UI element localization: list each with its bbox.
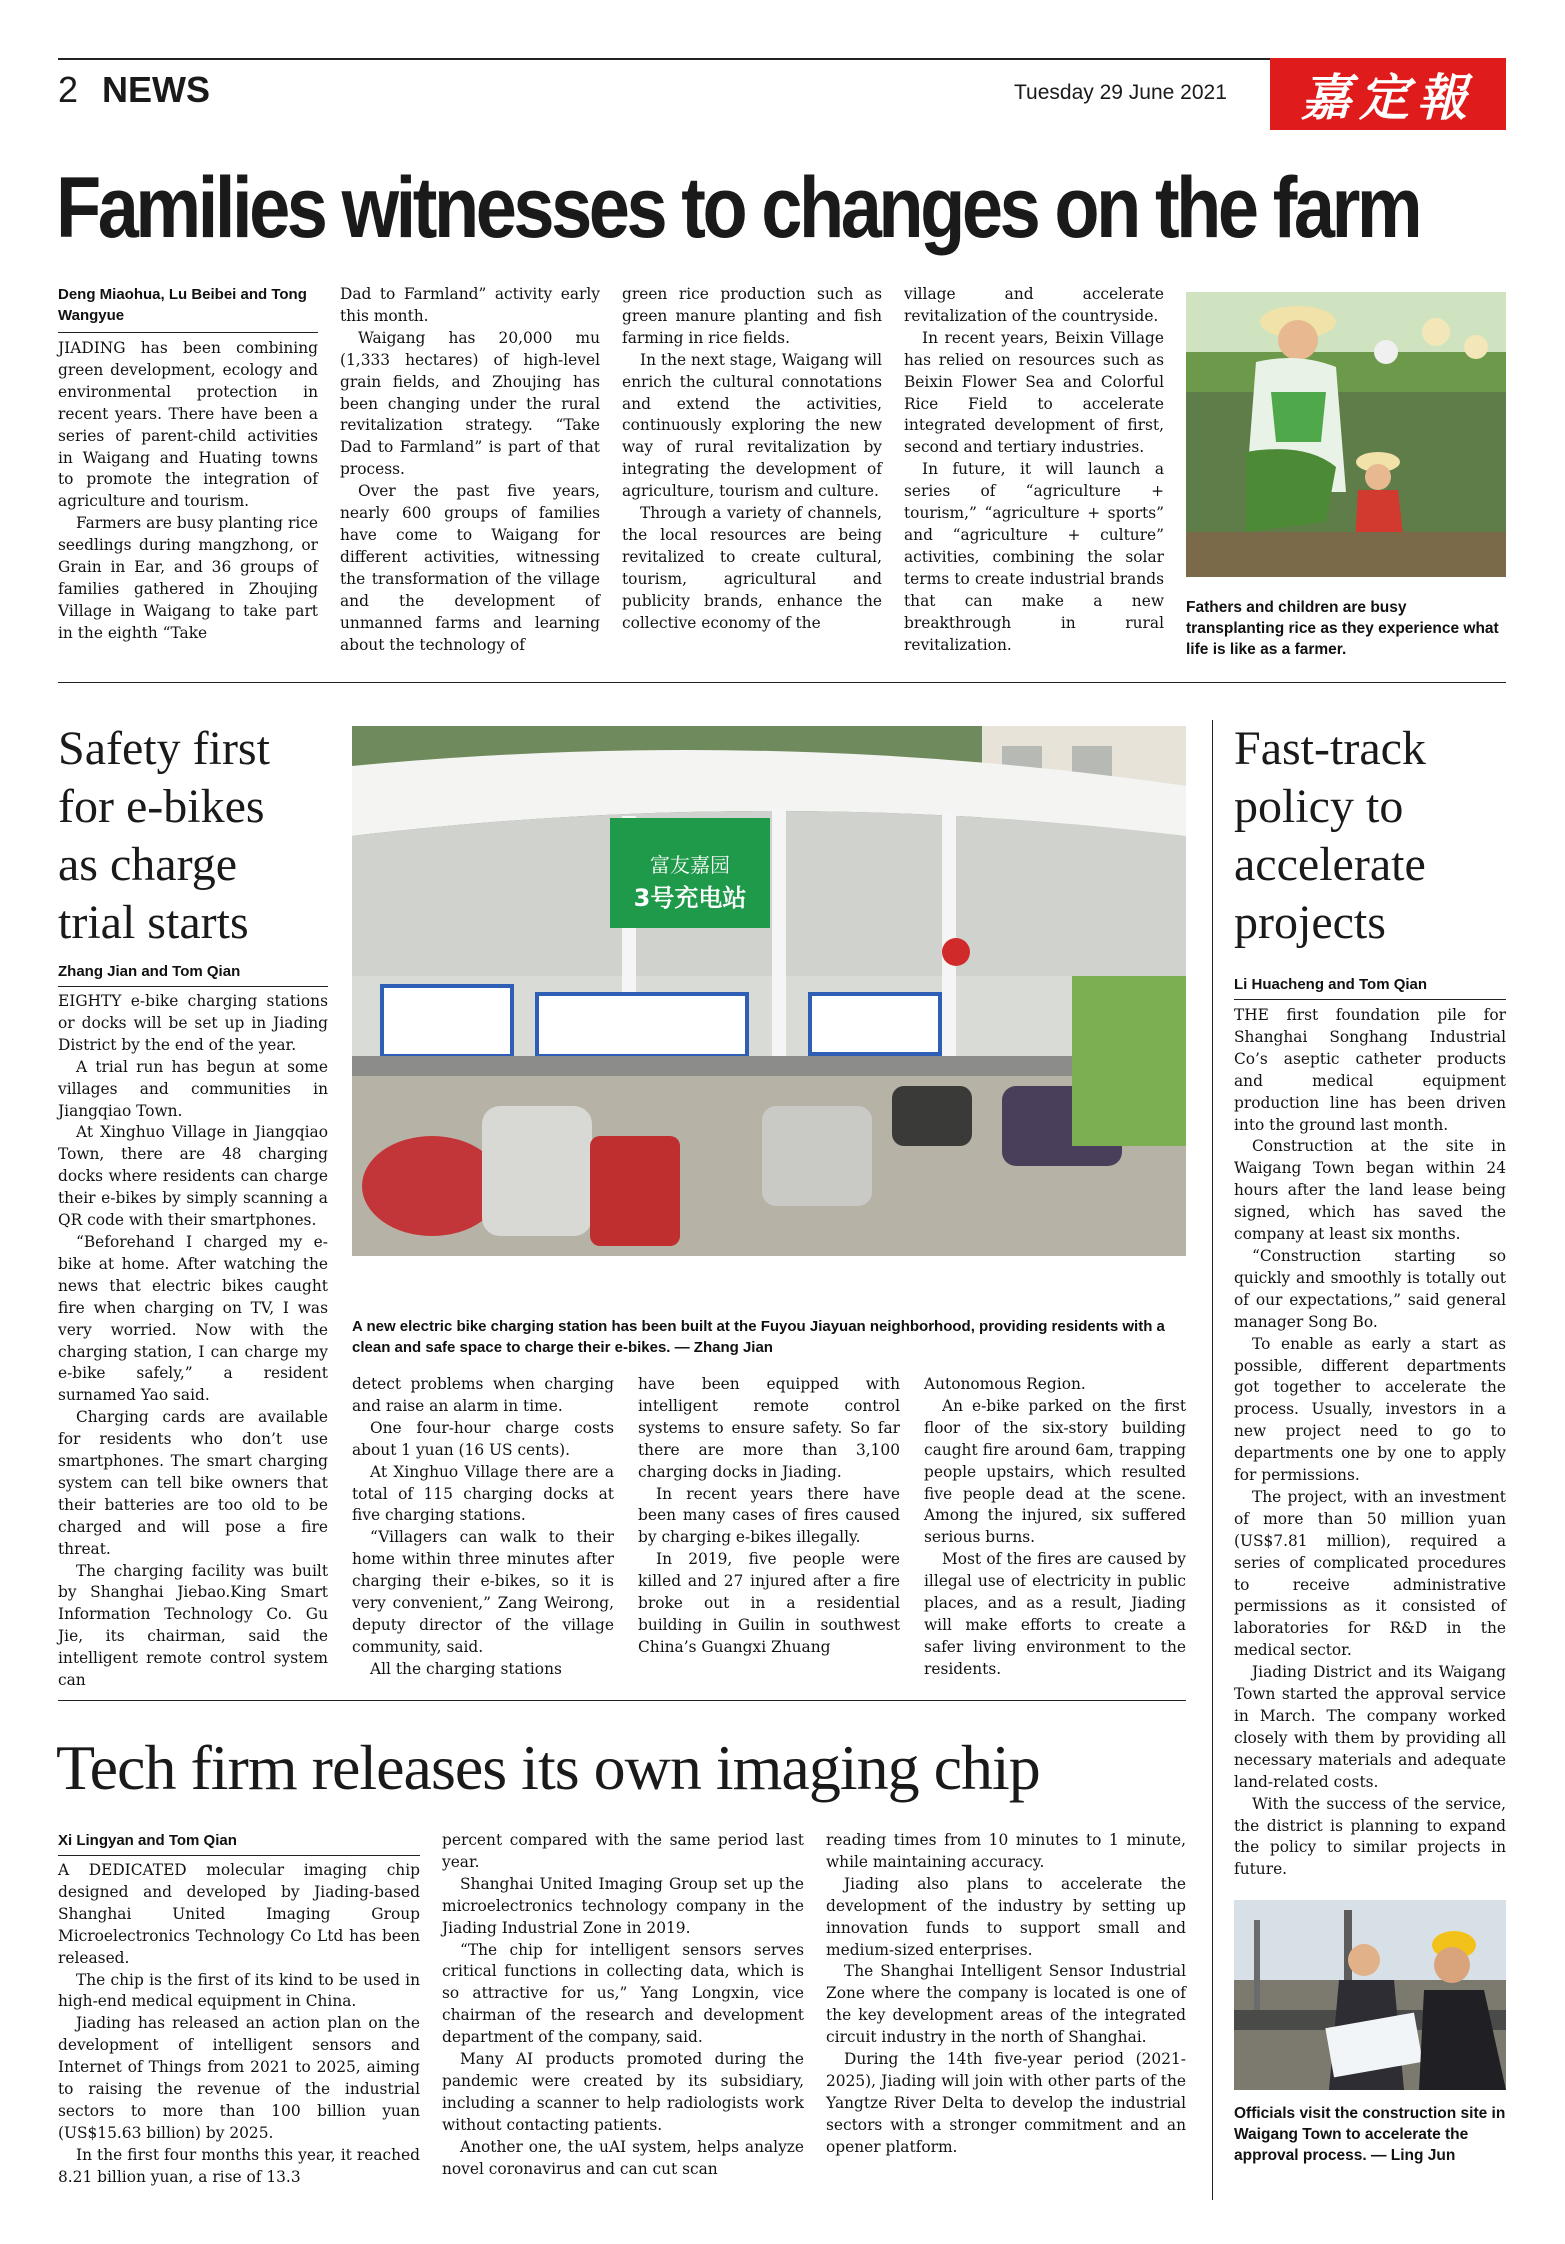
paragraph: have been equipped with intelligent remote control systems to ensure safety. So far there are more than 3,100 charging docks in Jiading. [638,1375,900,1481]
paragraph: The charging facility was built by Shanghai Jiebao.King Smart Information Technology Co. Gu Jie, its chairman, said the intelligent remote control system can [58,1561,328,1690]
construction-site-caption: Officials visit the construction site in Waigang Town to accelerate the approval process. — Ling Jun [1234,2105,1506,2164]
story1-column-1 [58,338,318,645]
headline-line: projects [1234,896,1386,949]
story1-byline: Deng Miaohua, Lu Beibei and Tong Wangyue [58,286,307,324]
farm-photo [1186,292,1506,577]
story1-headline: Families witnesses to changes on the farm [56,160,1420,256]
paragraph: Over the past five years, nearly 600 groups of families have come to Waigang for different activities, witnessing the transformation of the village and the development of unmanned farms and learning about the technology of [340,482,600,654]
paragraph: In future, it will launch a series of “agriculture + tourism,” “agriculture + sports” and “agriculture + culture” activities, combining the solar terms to create industrial brands that can make a new breakthrough in rural revitalization. [904,460,1164,654]
paragraph: At Xinghuo Village in Jiangqiao Town, there are 48 charging docks where residents can charge their e-bikes by simply scanning a QR code with their smartphones. [58,1123,328,1230]
paragraph: Jiading has released an action plan on the development of intelligent sensors and Internet of Things from 2021 to 2025, aiming to raising the revenue of the industrial sectors to more than 100 billion yuan (US$15.63 billion) by 2025. [58,2014,420,2142]
story4-headline: Tech firm releases its own imaging chip [56,1732,1040,1803]
paragraph: All the charging stations [370,1659,562,1678]
paragraph: Jiading also plans to accelerate the development of the industry by setting up innovation funds to support small and medium-sized enterprises. [826,1874,1186,1959]
paragraph: percent compared with the same period last year. [442,1831,804,1871]
issue-date: Tuesday 29 June 2021 [1014,81,1227,104]
paragraph: THE first foundation pile for Shanghai Songhang Industrial Co’s aseptic catheter products and medical equipment production line has been driven into the ground last month. [1234,1006,1506,1134]
paragraph: Autonomous Region. [924,1375,1086,1393]
paragraph: A trial run has begun at some villages and communities in Jiangqiao Town. [58,1057,328,1120]
paragraph: detect problems when charging and raise an alarm in time. [352,1375,614,1415]
paragraph: Dad to Farmland” activity early this month. [340,285,600,325]
paragraph: In the first four months this year, it reached 8.21 billion yuan, a rise of 13.3 [58,2145,420,2186]
paragraph: “Villagers can walk to their home within three minutes after charging their e-bikes, so it is very convenient,” Zang Weirong, deputy director of the village community, said. [352,1528,614,1656]
paragraph: Charging cards are available for residents who don’t use smartphones. The smart charging system can tell bike owners that their batteries are too old to be charged and will pose a fire threat. [58,1408,328,1558]
paragraph: In recent years, Beixin Village has relied on resources such as Beixin Flower Sea and Colorful Rice Field to accelerate integrated development of first, second and tertiary industries. [904,328,1164,457]
story2-byline-rule [58,986,328,987]
headline-line: for e-bikes [58,780,265,833]
paragraph: village and accelerate revitalization of the countryside. [904,285,1164,325]
construction-site-photo [1234,1900,1506,2090]
headline-line: Fast-track [1234,722,1426,775]
story2-column-3 [638,1374,900,1659]
story3-byline-rule [1234,999,1506,1000]
charging-station-caption: A new electric bike charging station has been built at the Fuyou Jiayuan neighborhood, providing residents with a clean and safe space to charge their e-bikes. — Zhang Jian [352,1318,1165,1356]
sign-text-line2: 3号充电站 [633,884,747,912]
headline-line: trial starts [58,896,249,949]
paragraph: In recent years there have been many cases of fires caused by charging e-bikes illegally. [638,1484,900,1547]
paragraph: Farmers are busy planting rice seedlings during mangzhong, or Grain in Ear, and 36 groups of families gathered in Zhoujing Village in Waigang to take part in the eighth “Take [58,514,318,642]
headline-line: Safety first [58,722,270,775]
story2-bottom-rule [58,1700,1186,1701]
story1-column-3 [622,284,882,635]
story3-column [1234,1005,1506,1881]
story2-byline: Zhang Jian and Tom Qian [58,963,241,980]
paragraph: The project, with an investment of more than 50 million yuan (US$7.81 million), required a series of complicated procedures to receive administrative permissions as it consisted of laboratories for R&D in the medical sector. [1234,1487,1506,1660]
paragraph: reading times from 10 minutes to 1 minute, while maintaining accuracy. [826,1831,1186,1871]
paragraph: With the success of the service, the district is planning to expand the policy to similar projects in future. [1234,1794,1506,1879]
story4-column-3 [826,1830,1186,2159]
right-column-divider [1212,720,1213,2200]
paragraph: The chip is the first of its kind to be used in high-end medical equipment in China. [58,1970,420,2011]
story2-column-2 [352,1374,614,1681]
paragraph: To enable as early a start as possible, different departments got together to accelerate the process. Usually, investors in a new project need to go to departments one by one to apply for permissions. [1234,1334,1506,1485]
paragraph: Waigang has 20,000 mu (1,333 hectares) of high-level grain fields, and Zhoujing has been changing under the rural revitalization strategy. “Take Dad to Farmland” is part of that process. [340,328,600,479]
paragraph: The Shanghai Intelligent Sensor Industrial Zone where the company is located is one of the key development areas of the integrated circuit industry in the north of Shanghai. [826,1962,1186,2047]
newspaper-logo [1270,58,1506,130]
paragraph: Most of the fires are caused by illegal use of electricity in public places, and as a result, Jiading will make efforts to create a safer living environment to the residents. [924,1550,1186,1678]
story4-byline: Xi Lingyan and Tom Qian [58,1832,237,1849]
story4-byline-rule [58,1855,420,1856]
section-label: NEWS [102,69,210,110]
logo-text: 嘉定報 [1301,70,1475,126]
paragraph: “Beforehand I charged my e-bike at home. After watching the news that electric bikes caught fire when charging on TV, I was very worried. Now with the charging station, I can charge my e-bike safely,” a resident surnamed Yao said. [58,1232,328,1405]
story2-column-1 [58,991,328,1692]
story3-byline: Li Huacheng and Tom Qian [1234,976,1428,993]
paragraph: “The chip for intelligent sensors serves critical functions in collecting data, which is so attractive for us,” Yang Longxin, vice chairman of the research and development department of the company, said. [442,1940,804,2047]
story1-byline-rule [58,332,318,333]
story2-column-4 [924,1374,1186,1681]
paragraph: In the next stage, Waigang will enrich the cultural connotations and extend the activities, continuously exploring the new way of rural revitalization by integrating the development of agriculture, tourism and culture. [622,350,882,501]
story2-headline [58,720,338,952]
paragraph: A DEDICATED molecular imaging chip designed and developed by Jiading-based Shanghai United Imaging Group Microelectronics Technology Co Ltd has been released. [58,1861,420,1967]
headline-line: as charge [58,838,238,891]
story1-column-2 [340,284,600,656]
story1-column-4 [904,284,1164,656]
paragraph: Construction at the site in Waigang Town began within 24 hours after the land lease being signed, which has saved the company at least six months. [1234,1137,1506,1244]
sign-text-line1: 富友嘉园 [650,853,730,877]
paragraph: One four-hour charge costs about 1 yuan (16 US cents). [352,1418,614,1459]
paragraph: Through a variety of channels, the local resources are being revitalized to create cultural, tourism, agricultural and publicity brands, enhance the collective economy of the [622,504,882,632]
paragraph: At Xinghuo Village there are a total of 115 charging docks at five charging stations. [352,1462,614,1525]
story1-bottom-rule [58,682,1506,683]
story3-headline [1234,720,1506,952]
page-number: 2 [58,69,79,110]
paragraph: An e-bike parked on the first floor of the six-story building caught fire around 6am, trapping people upstairs, which resulted five people dead at the scene. Among the injured, six suffered serious burns. [924,1396,1186,1547]
farm-photo-caption: Fathers and children are busy transplanting rice as they experience what life is like as a farmer. [1186,599,1499,658]
paragraph: Many AI products promoted during the pandemic were created by its subsidiary, including a scanner to help radiologists work without contacting patients. [442,2050,804,2134]
headline-line: accelerate [1234,838,1426,891]
paragraph: In 2019, five people were killed and 27 injured after a fire broke out in a residential building in Guilin in southwest China’s Guangxi Zhuang [638,1550,900,1656]
paragraph: JIADING has been combining green development, ecology and environmental protection in recent years. There have been a series of parent-child activities in Waigang and Huating towns to promote the integration of agriculture and tourism. [58,339,318,511]
paragraph: EIGHTY e-bike charging stations or docks will be set up in Jiading District by the end of the year. [58,992,328,1054]
paragraph: During the 14th five-year period (2021-2025), Jiading will join with other parts of the Yangtze River Delta to develop the industrial sectors with a stronger commitment and an opener platform. [826,2050,1186,2156]
headline-line: policy to [1234,780,1404,833]
paragraph: “Construction starting so quickly and smoothly is totally out of our expectations,” said general manager Song Bo. [1234,1246,1506,1331]
paragraph: green rice production such as green manure planting and fish farming in rice fields. [622,285,882,347]
story4-column-2 [442,1830,804,2181]
paragraph: Jiading District and its Waigang Town started the approval service in March. The company worked closely with them by providing all necessary materials and adequate land-related costs. [1234,1663,1506,1791]
paragraph: Shanghai United Imaging Group set up the microelectronics technology company in the Jiading Industrial Zone in 2019. [442,1874,804,1937]
story4-column-1 [58,1860,420,2189]
paragraph: Another one, the uAI system, helps analyze novel coronavirus and can cut scan [442,2137,804,2178]
charging-station-photo [352,726,1186,1256]
